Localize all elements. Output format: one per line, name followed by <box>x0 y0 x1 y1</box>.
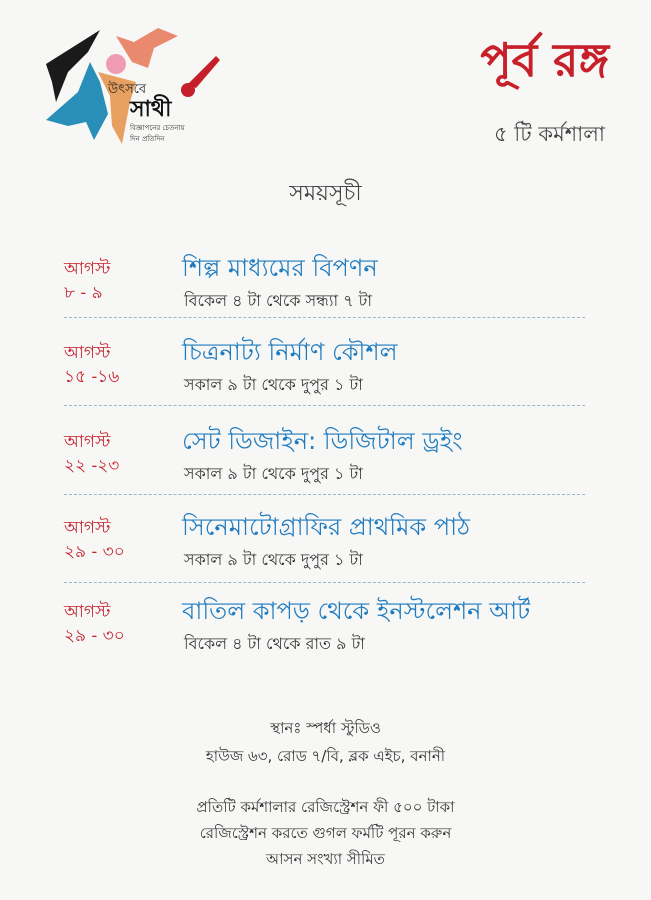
workshop-time: বিকেল ৪ টা থেকে রাত ৯ টা <box>184 634 365 653</box>
workshop-dates: ২৯ - ৩০ <box>64 626 125 646</box>
workshop-title: শিল্প মাধ্যমের বিপণন <box>182 254 378 282</box>
workshop-dates: ১৫ -১৬ <box>64 367 120 387</box>
venue-text: স্থানঃ স্পর্ধা স্টুডিও <box>270 719 381 737</box>
schedule-heading: সময়সূচী <box>289 181 362 206</box>
row-divider <box>64 405 585 406</box>
workshop-time: সকাল ৯ টা থেকে দুপুর ১ টা <box>184 464 363 483</box>
workshop-dates: ৮ - ৯ <box>64 283 103 303</box>
workshop-month: আগস্ট <box>64 602 111 622</box>
address-text: হাউজ ৬৩, রোড ৭/বি, ব্লক এইচ, বনানী <box>205 747 446 765</box>
logo-tagline-1: বিজ্ঞাপনের চেতনায় <box>130 124 185 132</box>
workshop-month: আগস্ট <box>64 259 111 279</box>
seats-text: আসন সংখ্যা সীমিত <box>266 850 385 868</box>
workshop-title: সিনেমাটোগ্রাফির প্রাথমিক পাঠ <box>182 513 470 541</box>
workshop-month: আগস্ট <box>64 343 111 363</box>
pink-head-shape <box>106 54 126 74</box>
workshop-title: চিত্রনাট্য নির্মাণ কৌশল <box>182 338 398 366</box>
logo-main-text: সাথী <box>130 97 172 122</box>
logo-tagline-2: দিন প্রতিদিন <box>130 135 165 143</box>
workshop-count: ৫ টি কর্মশালা <box>493 122 605 146</box>
registration-text: রেজিস্ট্রেশন করতে গুগল ফর্মটি পূরন করুন <box>199 824 452 842</box>
workshop-dates: ২৯ - ৩০ <box>64 542 125 562</box>
page-title: পূর্ব রঙ্গ <box>480 33 609 87</box>
row-divider <box>64 582 585 583</box>
workshop-dates: ২২ -২৩ <box>64 456 120 476</box>
workshop-month: আগস্ট <box>64 518 111 538</box>
row-divider <box>64 317 585 318</box>
workshop-time: বিকেল ৪ টা থেকে সন্ধ্যা ৭ টা <box>184 291 373 310</box>
workshop-month: আগস্ট <box>64 432 111 452</box>
row-divider <box>64 494 585 495</box>
red-guitar-shape <box>188 56 220 88</box>
red-guitar-body-shape <box>181 83 195 97</box>
logo-upper-text: উৎসবে <box>108 82 147 97</box>
workshop-time: সকাল ৯ টা থেকে দুপুর ১ টা <box>184 550 363 569</box>
fee-text: প্রতিটি কর্মশালার রেজিস্ট্রেশন ফী ৫০০ টাকা <box>196 798 455 816</box>
workshop-title: সেট ডিজাইন: ডিজিটাল ড্রইং <box>182 427 463 455</box>
workshop-title: বাতিল কাপড় থেকে ইনস্টলেশন আর্ট <box>182 597 531 625</box>
workshop-time: সকাল ৯ টা থেকে দুপুর ১ টা <box>184 375 363 394</box>
